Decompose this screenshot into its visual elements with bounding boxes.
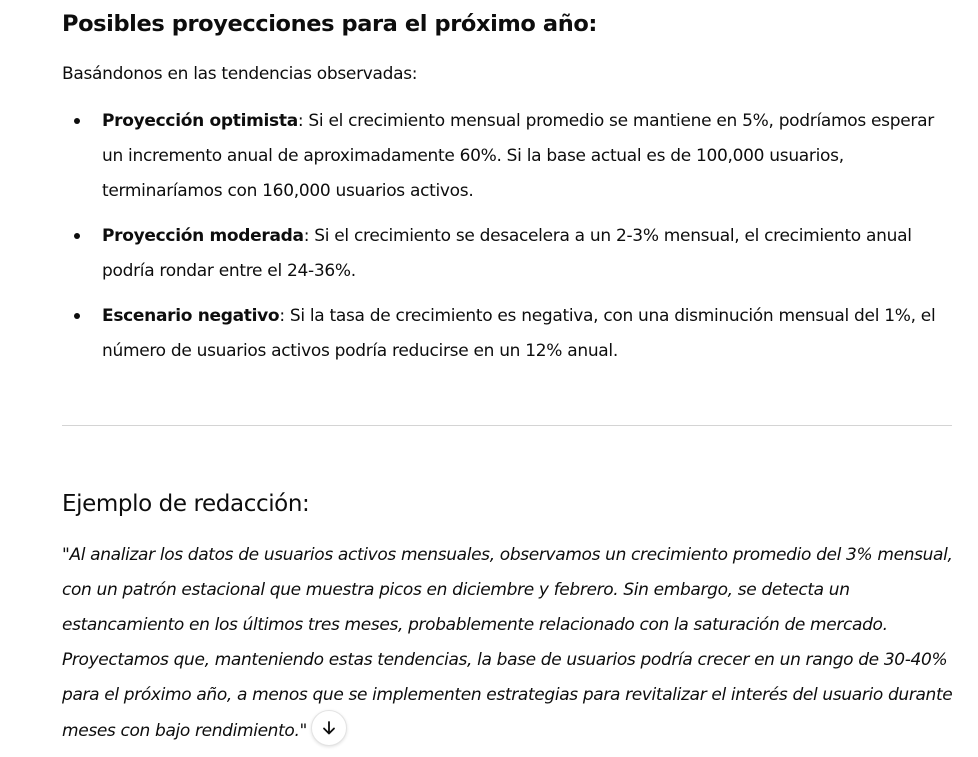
bullet-icon — [74, 233, 80, 239]
arrow-down-icon — [321, 720, 337, 736]
item-label: Proyección moderada — [102, 226, 304, 246]
section-divider — [62, 425, 952, 426]
projections-heading: Posibles proyecciones para el próximo año: — [62, 11, 597, 37]
example-quote-text: "Al analizar los datos de usuarios activos mensuales, observamos un crecimiento promedio del 3% mensual, con un patrón estacional que muestra picos en diciembre y febrero. Sin embargo, se detecta un estancamiento en los últimos tres meses, probablemente relacionado con la saturación de mercado. Proyectamos que, manteniendo estas tendencias, la base de usuarios podría crecer en un rango de 30-40% para el próximo año, a menos que se implementen estrategias para revitalizar el interés del usuario durante meses con bajo rendimiento." — [62, 545, 953, 741]
bullet-icon — [74, 118, 80, 124]
list-item — [62, 299, 954, 369]
item-text: : Si el crecimiento se desacelera a un 2-3% mensual, el crecimiento anual podría rondar entre el 24-36%. — [102, 226, 912, 281]
item-text: : Si el crecimiento mensual promedio se mantiene en 5%, podríamos esperar un incremento anual de aproximadamente 60%. Si la base actual es de 100,000 usuarios, terminaríamos con 160,000 usuarios activos. — [102, 111, 934, 201]
item-text: : Si la tasa de crecimiento es negativa, con una disminución mensual del 1%, el número de usuarios activos podría reducirse en un 12% anual. — [102, 306, 936, 361]
scroll-to-bottom-button[interactable] — [311, 710, 347, 746]
item-label: Escenario negativo — [102, 306, 280, 326]
projections-intro: Basándonos en las tendencias observadas: — [62, 64, 418, 84]
list-item — [62, 219, 954, 289]
example-heading: Ejemplo de redacción: — [62, 491, 310, 517]
example-quote — [62, 538, 954, 749]
bullet-icon — [74, 313, 80, 319]
item-label: Proyección optimista — [102, 111, 298, 131]
list-item — [62, 104, 954, 209]
projections-list — [62, 104, 954, 379]
